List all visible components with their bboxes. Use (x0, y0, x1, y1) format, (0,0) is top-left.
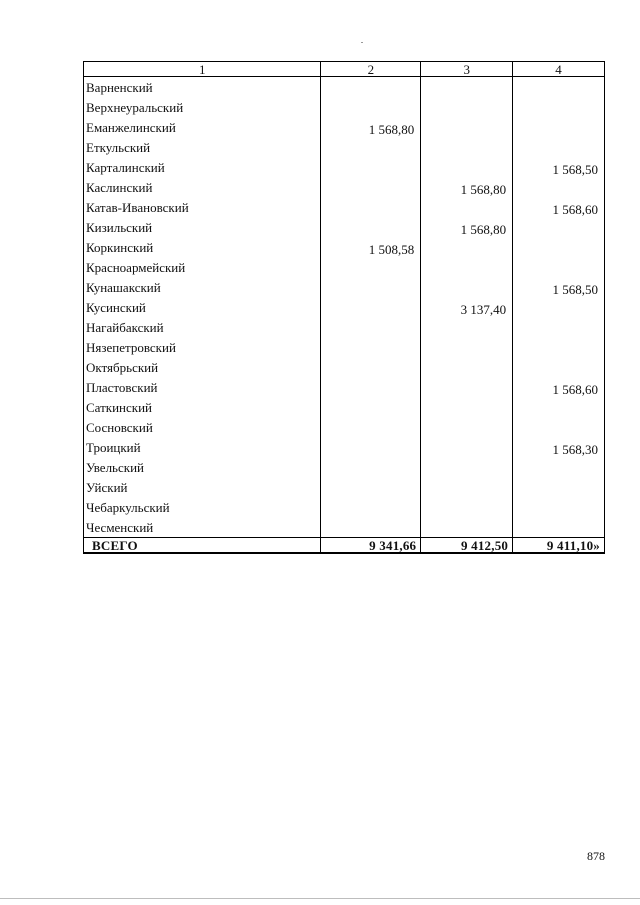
table-row (84, 357, 605, 377)
header-col-3: 3 (421, 62, 513, 77)
district-cell: Коркинский (84, 237, 321, 257)
district-cell: Чесменский (84, 517, 321, 538)
value-col-3 (421, 99, 513, 119)
value-col-4 (513, 399, 605, 419)
value-col-2 (321, 159, 421, 179)
table-row (84, 117, 605, 137)
value-col-3 (421, 439, 513, 459)
value-col-3 (421, 519, 513, 540)
value-col-2 (321, 259, 421, 279)
value-col-4 (513, 359, 605, 379)
value-col-3 (421, 319, 513, 339)
value-col-3 (421, 499, 513, 519)
value-col-4 (513, 119, 605, 139)
table-row (84, 477, 605, 497)
value-col-3 (421, 459, 513, 479)
total-label: ВСЕГО (84, 538, 321, 554)
value-col-4 (513, 179, 605, 199)
district-cell: Кусинский (84, 297, 321, 317)
value-col-2 (321, 379, 421, 399)
district-cell: Каслинский (84, 177, 321, 197)
district-cell: Верхнеуральский (84, 97, 321, 117)
district-cell: Кунашакский (84, 277, 321, 297)
district-cell: Красноармейский (84, 257, 321, 277)
value-col-3 (421, 259, 513, 279)
table-row (84, 237, 605, 257)
table-row (84, 297, 605, 317)
page-number: 878 (587, 849, 605, 863)
value-col-3 (421, 279, 513, 299)
district-cell: Чебаркульский (84, 497, 321, 517)
value-col-3 (421, 479, 513, 499)
value-col-2 (321, 419, 421, 439)
district-cell: Октябрьский (84, 357, 321, 377)
total-col-3: 9 412,50 (421, 538, 513, 554)
table-row (84, 517, 605, 538)
value-col-2 (321, 219, 421, 239)
value-col-2 (321, 499, 421, 519)
district-cell: Кизильский (84, 217, 321, 237)
district-cell: Саткинский (84, 397, 321, 417)
distribution-table (83, 61, 605, 554)
value-col-2 (321, 139, 421, 159)
scan-speck (361, 42, 363, 43)
table-row (84, 377, 605, 397)
total-col-2: 9 341,66 (321, 538, 421, 554)
value-col-4 (513, 239, 605, 259)
value-col-2 (321, 179, 421, 199)
value-col-3 (421, 419, 513, 439)
value-col-4 (513, 479, 605, 499)
district-cell: Увельский (84, 457, 321, 477)
value-col-2 (321, 299, 421, 319)
total-col-4: 9 411,10» (513, 538, 605, 554)
value-col-4: 1 568,30 (513, 439, 605, 459)
district-cell: Варненский (84, 77, 321, 98)
district-cell: Катав-Ивановский (84, 197, 321, 217)
value-col-4 (513, 459, 605, 479)
table-header-row (84, 62, 605, 77)
district-cell: Еманжелинский (84, 117, 321, 137)
table-row (84, 417, 605, 437)
value-col-3 (421, 379, 513, 399)
value-col-3 (421, 79, 513, 100)
table-row (84, 317, 605, 337)
table-row (84, 177, 605, 197)
table-row (84, 157, 605, 177)
table-row (84, 257, 605, 277)
table-row (84, 197, 605, 217)
value-col-2 (321, 319, 421, 339)
table-row (84, 97, 605, 117)
table-row (84, 497, 605, 517)
value-col-2 (321, 519, 421, 540)
value-col-3: 1 568,80 (421, 179, 513, 199)
value-col-2 (321, 99, 421, 119)
header-col-1: 1 (84, 62, 321, 77)
table-row (84, 337, 605, 357)
value-col-3 (421, 199, 513, 219)
table-row (84, 397, 605, 417)
value-col-4 (513, 79, 605, 100)
value-col-4 (513, 499, 605, 519)
value-col-2 (321, 459, 421, 479)
table-row (84, 437, 605, 457)
table-row (84, 217, 605, 237)
table-body (84, 77, 605, 538)
page-bottom-rule (0, 898, 640, 899)
value-col-2 (321, 479, 421, 499)
value-col-3 (421, 359, 513, 379)
value-col-4: 1 568,50 (513, 159, 605, 179)
value-col-4 (513, 419, 605, 439)
value-col-2 (321, 359, 421, 379)
value-col-2 (321, 339, 421, 359)
value-col-4 (513, 219, 605, 239)
value-col-2 (321, 79, 421, 100)
value-col-4 (513, 139, 605, 159)
table-row (84, 77, 605, 98)
value-col-3: 1 568,80 (421, 219, 513, 239)
value-col-2 (321, 199, 421, 219)
value-col-2: 1 508,58 (321, 239, 421, 259)
value-col-4 (513, 519, 605, 540)
value-col-2 (321, 439, 421, 459)
value-col-4: 1 568,60 (513, 199, 605, 219)
district-cell: Троицкий (84, 437, 321, 457)
value-col-2 (321, 279, 421, 299)
value-col-3 (421, 339, 513, 359)
district-cell: Сосновский (84, 417, 321, 437)
value-col-3 (421, 139, 513, 159)
value-col-4 (513, 259, 605, 279)
district-cell: Пластовский (84, 377, 321, 397)
value-col-3 (421, 399, 513, 419)
value-col-2 (321, 399, 421, 419)
table-row (84, 137, 605, 157)
value-col-4 (513, 339, 605, 359)
table-row (84, 457, 605, 477)
value-col-4 (513, 319, 605, 339)
district-cell: Еткульский (84, 137, 321, 157)
value-col-4: 1 568,50 (513, 279, 605, 299)
district-cell: Уйский (84, 477, 321, 497)
value-col-4 (513, 99, 605, 119)
district-cell: Нагайбакский (84, 317, 321, 337)
district-cell: Карталинский (84, 157, 321, 177)
value-col-3: 3 137,40 (421, 299, 513, 319)
table-row (84, 277, 605, 297)
total-row (84, 538, 605, 554)
value-col-4 (513, 299, 605, 319)
value-col-2: 1 568,80 (321, 119, 421, 139)
district-cell: Нязепетровский (84, 337, 321, 357)
value-col-3 (421, 159, 513, 179)
value-col-3 (421, 119, 513, 139)
value-col-3 (421, 239, 513, 259)
header-col-2: 2 (321, 62, 421, 77)
header-col-4: 4 (513, 62, 605, 77)
value-col-4: 1 568,60 (513, 379, 605, 399)
